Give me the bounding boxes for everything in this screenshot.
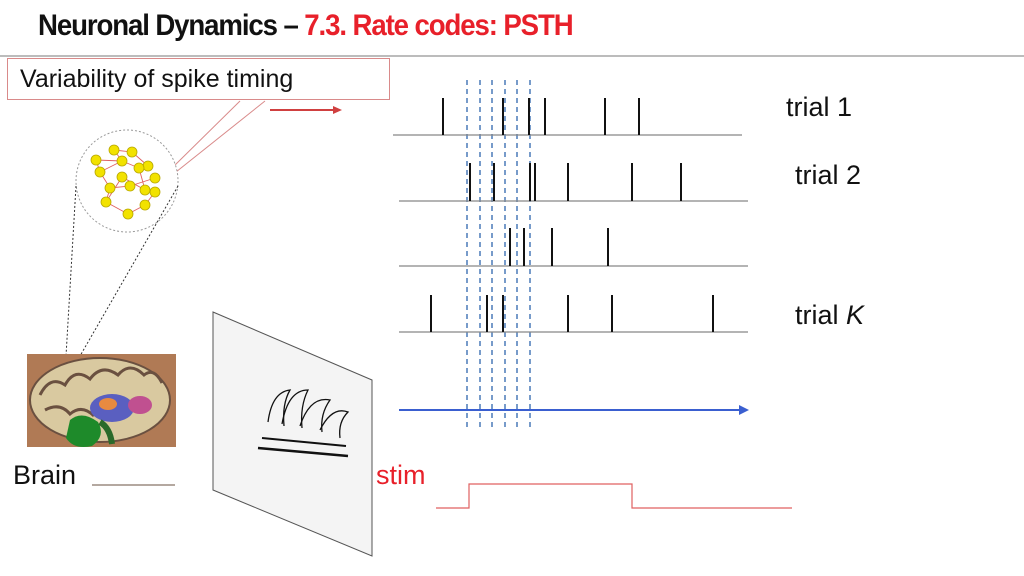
title-separator: – <box>276 9 305 42</box>
brain-icon <box>27 354 176 447</box>
neuron-network-icon <box>76 130 178 232</box>
title-section: 7.3. Rate codes: PSTH <box>304 9 573 42</box>
red-arrow-icon <box>270 106 342 114</box>
trial-2-spikes <box>470 163 681 201</box>
stimulus-trace <box>436 484 792 508</box>
trial-1-label: trial 1 <box>786 92 853 122</box>
zoom-line <box>66 186 76 356</box>
spike-trains <box>431 98 713 332</box>
stimulus-screen <box>213 312 372 556</box>
callout-leader-line <box>172 101 240 168</box>
variability-callout: Variability of spike timing <box>7 58 390 100</box>
alignment-dashed-lines <box>467 80 530 430</box>
trial-2-label: trial 2 <box>795 160 862 190</box>
trial-1-spikes <box>443 98 639 135</box>
trial-k-prefix: trial <box>795 300 847 330</box>
brain-label: Brain <box>13 460 77 490</box>
time-axis-arrow <box>399 405 749 415</box>
trial-k-variable: K <box>846 300 865 330</box>
callout-leader-line <box>176 101 265 172</box>
trial-k-spikes <box>431 295 713 332</box>
stim-label: stim <box>376 460 426 490</box>
title-main: Neuronal Dynamics <box>38 9 277 42</box>
trial-3-spikes <box>510 228 608 266</box>
trial-k-label <box>795 300 864 331</box>
trial-baselines <box>393 135 748 332</box>
